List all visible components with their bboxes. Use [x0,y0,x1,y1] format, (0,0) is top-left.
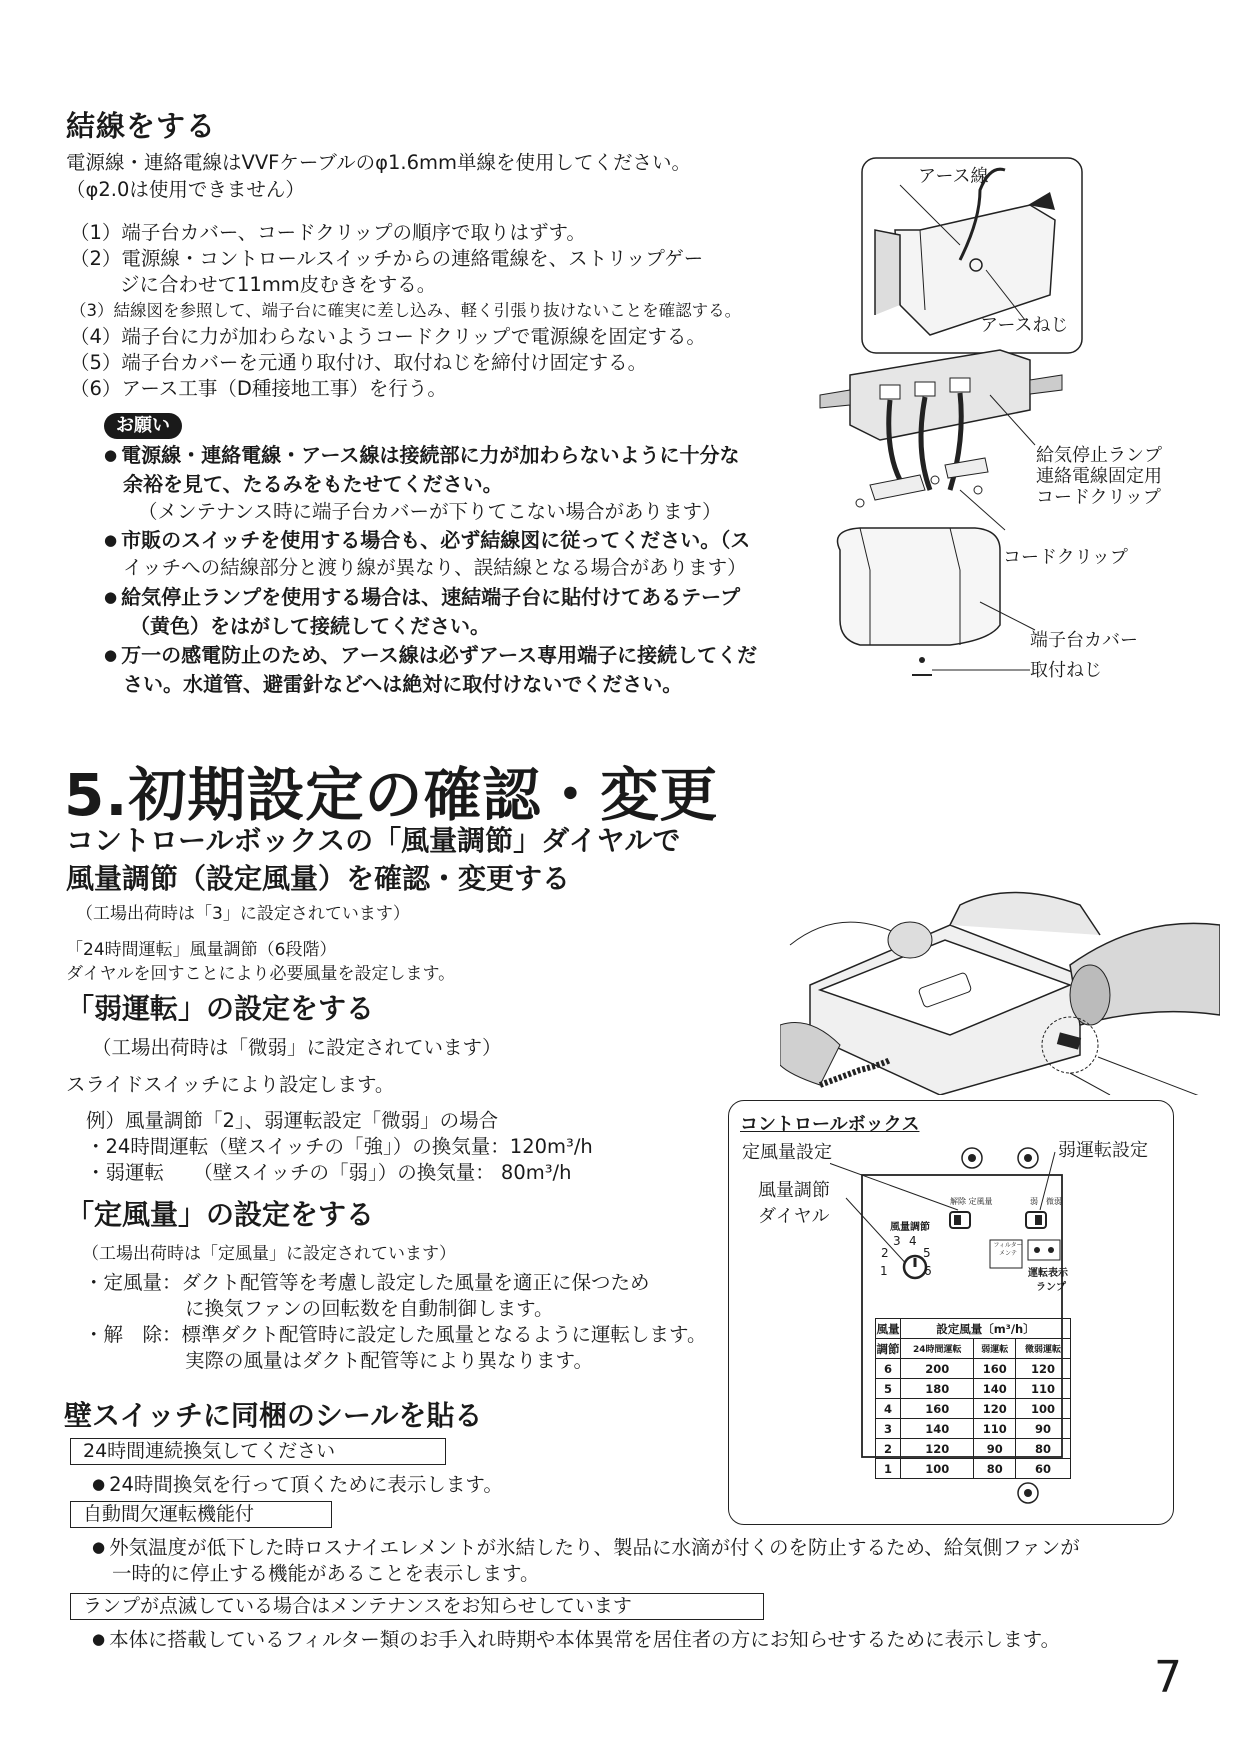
table-cell: 100 [901,1459,974,1479]
th-level: 調節 [876,1339,901,1359]
seal-heading: 壁スイッチに同梱のシールを貼る [64,1399,483,1432]
dial-number: 2 [881,1246,889,1260]
const-switch-labels: 解除 定風量 [950,1197,993,1206]
th-col: 弱運転 [974,1339,1016,1359]
notice-item: ● 万一の感電防止のため、アース線は必ずアース専用端子に接続してくだ [104,641,757,672]
wiring-step: （4）端子台に力が加わらないようコードクリップで電源線を固定する。 [70,325,706,348]
notice-item: （メンテナンス時に端子台カバーが下りてこない場合があります） [138,500,722,523]
dial-title: 風量調節 [890,1222,930,1233]
table-row [876,1459,1071,1479]
table-cell: 140 [974,1379,1016,1399]
table-cell: 120 [1016,1359,1071,1379]
wiring-step: （3）結線図を参照して、端子台に確実に差し込み、軽く引張り抜けないことを確認する。 [70,301,742,320]
wiring-diagram [800,150,1180,690]
lamp-label: 運転表示 [1028,1268,1068,1279]
weak-example: 例）風量調節「2」、弱運転設定「微弱」の場合 [86,1109,499,1132]
table-cell: 200 [901,1359,974,1379]
table-cell: 180 [901,1379,974,1399]
label-lamp-clip: 給気停止ランプ [1036,445,1162,466]
const-text: に換気ファンの回転数を自動制御します。 [185,1297,554,1320]
table-cell: 120 [901,1439,974,1459]
table-row [876,1419,1071,1439]
control-box-title: コントロールボックス [740,1114,920,1135]
label-mount-screw: 取付ねじ [1030,660,1102,681]
th-col: 微弱運転 [1016,1339,1071,1359]
notice-item: （黄色）をはがして接続してください。 [130,614,490,638]
const-factory: （工場出荷時は「定風量」に設定されています） [82,1244,456,1264]
label-terminal-cover: 端子台カバー [1030,630,1138,651]
table-cell: 6 [876,1359,901,1379]
wiring-intro-note: （φ2.0は使用できません） [66,178,305,201]
seal-text: ● 本体に搭載しているフィルター類のお手入れ時期や本体異常を居住者の方にお知らせするために表示します。 [92,1627,1060,1654]
table-cell: 2 [876,1439,901,1459]
label-earth-screw: アースねじ [980,315,1069,336]
table-cell: 120 [974,1399,1016,1419]
wiring-step: ジに合わせて11mm皮むきをする。 [120,273,437,296]
airflow-text: ダイヤルを回すことにより必要風量を設定します。 [66,964,456,984]
seal-text: 一時的に停止する機能があることを表示します。 [112,1562,540,1585]
weak-heading: 「弱運転」の設定をする [66,992,375,1025]
wiring-step: （5）端子台カバーを元通り取付け、取付ねじを締付け固定する。 [70,351,648,374]
airflow-heading: コントロールボックスの「風量調節」ダイヤルで [66,824,681,857]
notice-item: ● 給気停止ランプを使用する場合は、速結端子台に貼付けてあるテープ [104,583,740,614]
label-cord-clip: コードクリップ [1003,547,1128,568]
weak-example: ・弱運転 （壁スイッチの「弱」）の換気量： 80m³/h [86,1161,572,1184]
th-main: 設定風量〔m³/h〕 [901,1319,1071,1339]
table-cell: 1 [876,1459,901,1479]
weak-switch-labels: 弱 微弱 [1030,1197,1062,1206]
table-cell: 100 [1016,1399,1071,1419]
dial-label: ダイヤル [758,1206,830,1227]
table-cell: 90 [974,1439,1016,1459]
label-earth-wire: アース線 [918,166,989,187]
weak-text: スライドスイッチにより設定します。 [66,1073,395,1096]
seal-box: 24時間連続換気してください [70,1438,446,1465]
table-cell: 60 [1016,1459,1071,1479]
weak-factory: （工場出荷時は「微弱」に設定されています） [92,1036,502,1059]
airflow-factory: （工場出荷時は「3」に設定されています） [76,904,410,924]
notice-item: さい。水道管、避雷針などへは絶対に取付けないでください。 [123,672,683,696]
wiring-heading: 結線をする [66,109,217,143]
airflow-table [875,1318,1071,1479]
airflow-text: 「24時間運転」風量調節（6段階） [66,940,337,960]
const-text: ・解 除：標準ダクト配管時に設定した風量となるように運転します。 [84,1323,707,1346]
dial-label: 風量調節 [758,1180,830,1201]
const-text: ・定風量：ダクト配管等を考慮し設定した風量を適正に保つため [84,1271,650,1294]
dial-number: 3 [893,1234,901,1248]
weak-example: ・24時間運転（壁スイッチの「強」）の換気量：120m³/h [86,1135,593,1158]
seal-text: ● 24時間換気を行って頂くために表示します。 [92,1472,503,1499]
th-col: 24時間運転 [901,1339,974,1359]
table-cell: 3 [876,1419,901,1439]
table-cell: 90 [1016,1419,1071,1439]
const-setting-label: 定風量設定 [742,1142,832,1163]
section-title: 5.初期設定の確認・変更 [64,761,719,829]
notice-item: ● 電源線・連絡電線・アース線は接続部に力が加わらないように十分な [104,441,740,472]
const-heading: 「定風量」の設定をする [66,1198,375,1231]
label-lamp-clip: コードクリップ [1036,487,1161,508]
table-cell: 110 [1016,1379,1071,1399]
notice-item: イッチへの結線部分と渡り線が異なり、誤結線となる場合があります） [123,556,747,579]
notice-item: ● 市販のスイッチを使用する場合も、必ず結線図に従ってください。（ス [104,526,750,557]
label-lamp-clip: 連絡電線固定用 [1036,466,1162,487]
filter-maint-label: フィルター メンテ [993,1242,1023,1257]
dial-number: 4 [909,1234,917,1248]
const-text: 実際の風量はダクト配管等により異なります。 [185,1349,593,1372]
seal-text: ● 外気温度が低下した時ロスナイエレメントが氷結したり、製品に水滴が付くのを防止するため、給気側ファンが [92,1535,1080,1562]
table-cell: 5 [876,1379,901,1399]
wiring-step: （1）端子台カバー、コードクリップの順序で取りはずす。 [70,221,586,244]
table-cell: 80 [974,1459,1016,1479]
table-cell: 160 [974,1359,1016,1379]
wiring-step: （6）アース工事（D種接地工事）を行う。 [70,377,447,400]
seal-box: ランプが点滅している場合はメンテナンスをお知らせしています [70,1593,764,1620]
table-cell: 80 [1016,1439,1071,1459]
lamp-label: ランプ [1036,1282,1066,1293]
page-number: 7 [1154,1652,1182,1703]
table-row [876,1399,1071,1419]
table-cell: 110 [974,1419,1016,1439]
seal-box: 自動間欠運転機能付 [70,1501,332,1528]
notice-item: 余裕を見て、たるみをもたせてください。 [123,472,503,496]
dial-number: 6 [924,1264,932,1278]
dial-number: 5 [923,1246,931,1260]
table-cell: 140 [901,1419,974,1439]
dial-number: 1 [880,1264,888,1278]
weak-setting-label: 弱運転設定 [1058,1140,1148,1161]
wiring-intro: 電源線・連絡電線はVVFケーブルのφ1.6mm単線を使用してください。 [66,151,692,174]
table-cell: 4 [876,1399,901,1419]
notice-badge: お願い [104,413,182,439]
table-row [876,1359,1071,1379]
table-row [876,1379,1071,1399]
airflow-heading: 風量調節（設定風量）を確認・変更する [66,862,571,895]
table-cell: 160 [901,1399,974,1419]
wiring-step: （2）電源線・コントロールスイッチからの連絡電線を、ストリップゲー [70,247,704,270]
table-row [876,1439,1071,1459]
th-level: 風量 [876,1319,901,1339]
unit-illustration [780,885,1220,1095]
